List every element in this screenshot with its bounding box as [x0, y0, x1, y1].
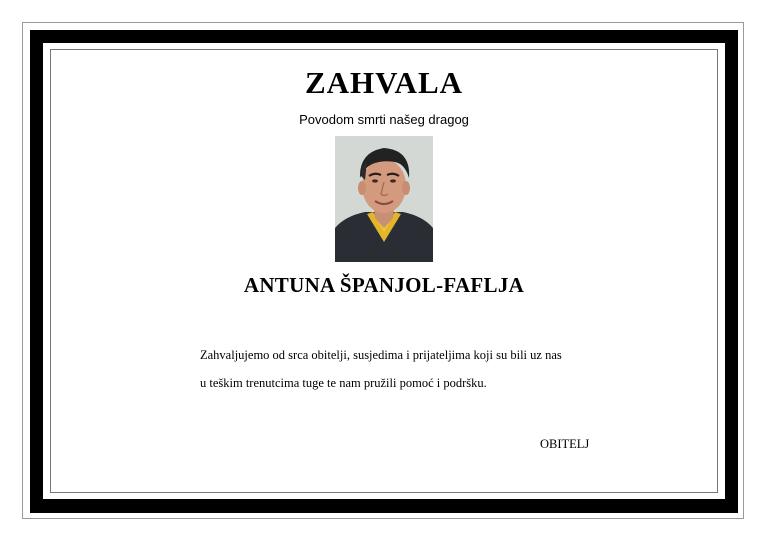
notice-subtitle: Povodom smrti našeg dragog [299, 112, 469, 127]
portrait-photo [335, 136, 433, 262]
thank-you-message [200, 341, 660, 397]
notice-title: ZAHVALA [304, 65, 464, 100]
deceased-name: ANTUNA ŠPANJOL-FAFLJA [243, 273, 525, 297]
message-line: Zahvaljujemo od srca obitelji, susjedima i prijateljima koji su bili uz nas [200, 348, 562, 362]
message-line: u teškim trenutcima tuge te nam pružili pomoć i podršku. [200, 376, 487, 390]
signature: OBITELJ [540, 437, 590, 451]
